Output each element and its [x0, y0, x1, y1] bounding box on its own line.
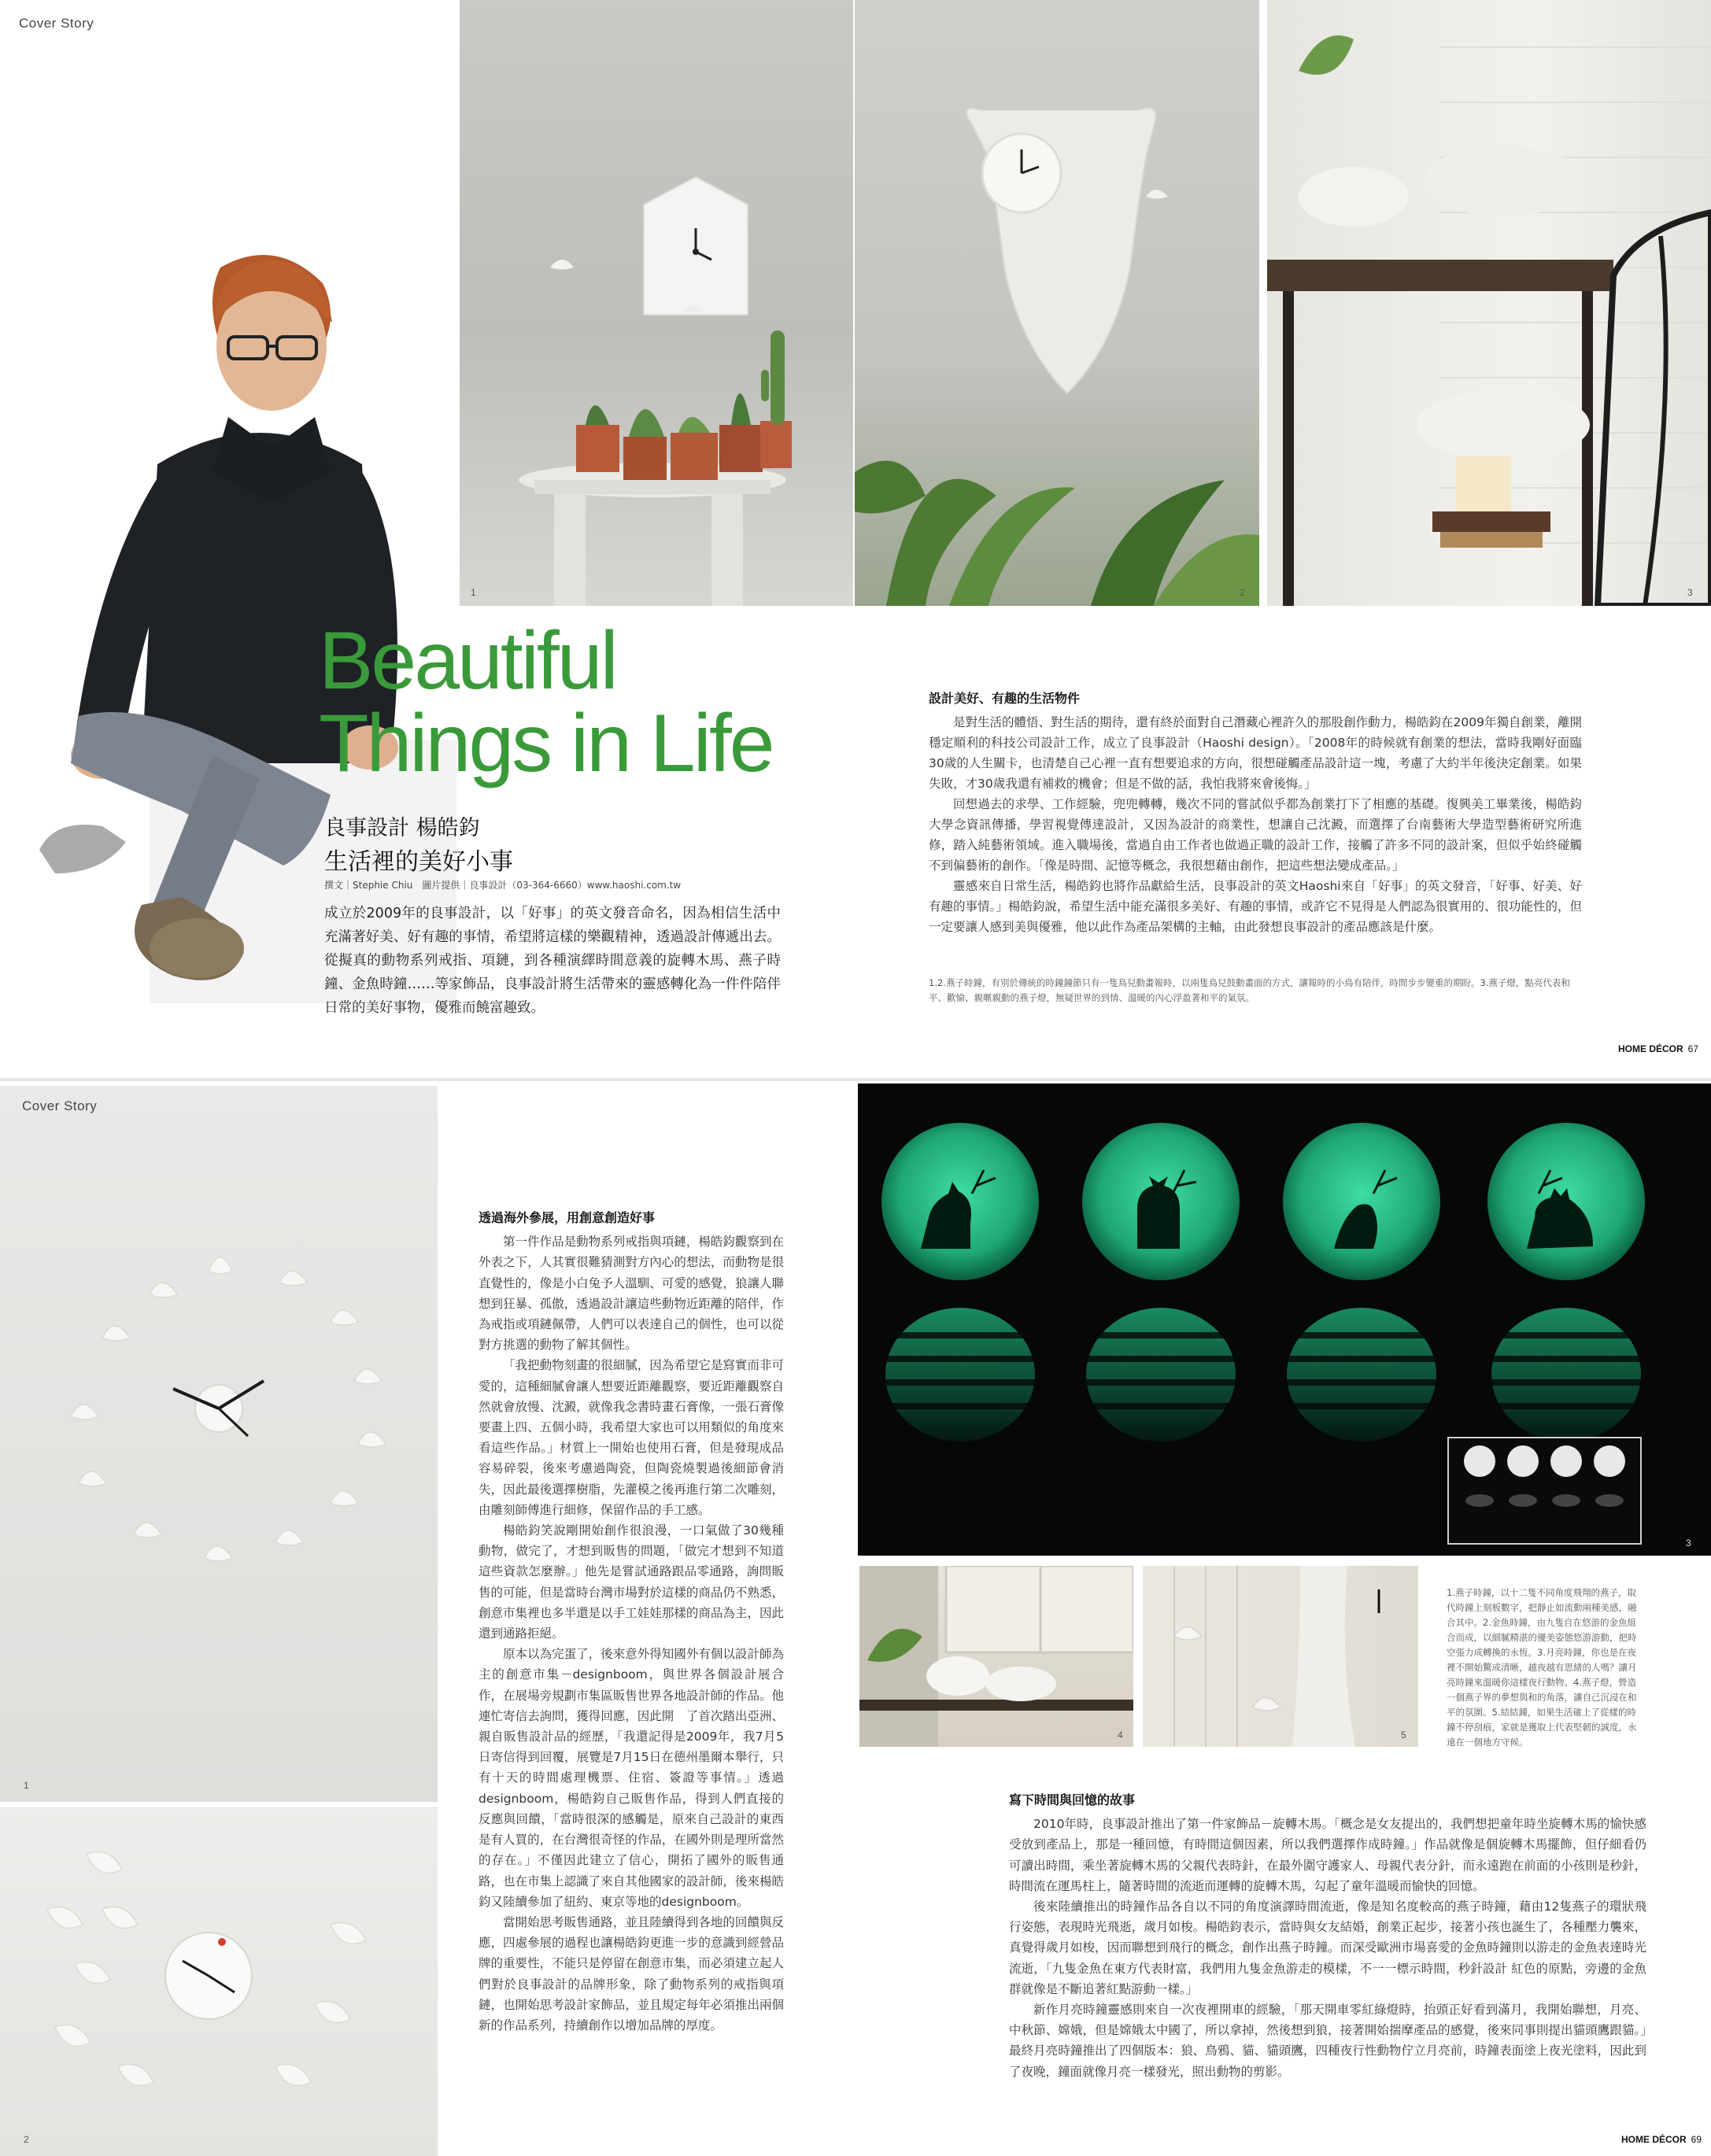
article-paragraph: 2010年時，良事設計推出了第一件家飾品－旋轉木馬。「概念是女友提出的，我們想把童年時坐旋轉木馬的愉快感受放到產品上，那是一種回憶，有時間這個因素，所以我們選擇作成時鐘。」作品就像是個旋轉木馬擺飾，但仔細看仍可讀出時間，乘坐著旋轉木馬的父親代表時針，在最外圍守護家人、母親代表分針，而永遠跑在前面的小孩則是秒針，時間流在運馬柱上，隨著時間的流逝而運轉的旋轉木馬，勾起了童年溫暖而愉快的回憶。 [1009, 1817, 1646, 1893]
folio-page-number: 69 [1691, 2134, 1702, 2145]
spread-divider [0, 1078, 1711, 1081]
folio-brand: HOME DÉCOR [1621, 2134, 1687, 2145]
photo-number: 1 [24, 1780, 29, 1791]
article-paragraph: 靈感來自日常生活，楊皓鈞也將作品獻給生活，良事設計的英文Haoshi來自「好事」的英文發音，「好事、好美、好有趣的事情。」楊皓鈞說，希望生活中能充滿很多美好、有趣的事情，或許它不見得是人們認為很實用的、很功能性的，但一定要讓人感到美與優雅，他以此作為產品架構的主軸，由此發想良事設計的產品應該是什麼。 [929, 879, 1582, 934]
photo-trunk-clock-detail [1143, 1566, 1418, 1747]
article-paragraph: 原本以為完蛋了，後來意外得知國外有個以設計師為主的創意市集－designboom，與世界各個設計展合作，在展場旁規劃市集區販售世界各地設計師的作品。他連忙寄信去詢問，獲得回應，因此開 了首次踏出亞洲、親自販售設計品的經歷，「我還記得是2009年，我7月5日寄信得到回覆，展覽是7月15日在德州墨爾本舉行，只有十天的時間處理機票、住宿、簽證等事情。」透過designboom，楊皓鈞自己販售作品，得到人們直接的反應與回饋，「當時很深的感觸是，原來自己設計的東西是有人買的，在台灣很奇怪的作品，在國外則是理所當然的存在。」不僅因此建立了信心，開拓了國外的販售通路，也在市集上認識了來自其他國家的設計師，後來楊皓鈞又陸續參加了紐約、東京等地的designboom。 [479, 1647, 784, 1909]
photo-number: 3 [1687, 587, 1693, 598]
column-2-heading: 寫下時間與回憶的故事 [1009, 1792, 1136, 1807]
article-paragraph: 「我把動物刻畫的很細膩，因為希望它是寫實而非可愛的，這種細膩會讓人想要近距離觀察，要近距離觀察自然就會放慢、沈澱，就像我念書時畫石膏像，一張石膏像要畫上四、五個小時，我希望大家也可以用類似的角度來看這些作品。」材質上一開始也使用石膏，但是發現成品容易碎裂，後來考慮過陶瓷，但陶瓷燒製過後細節會消失，因此最後選擇樹脂，先灌模之後再進行第二次雕刻，由雕刻師傅進行細修，保留作品的手工感。 [479, 1358, 784, 1517]
article-paragraph: 後來陸續推出的時鐘作品各自以不同的角度演譯時間流逝，像是知名度較高的燕子時鐘，藉由12隻燕子的環狀飛行姿態，表現時光飛逝，歲月如梭。楊皓鈞表示，當時與女友結婚，創業正起步，接著小孩也誕生了，各種壓力襲來，真覺得歲月如梭，因而聯想到飛行的概念，創作出燕子時鐘。而深受歐洲市場喜愛的金魚時鐘則以游走的金魚表達時光流逝，「九隻金魚在東方代表財富，我們用九隻金魚游走的模樣，不一一標示時間，秒針設計 紅色的原點，旁邊的金魚群就像是不斷追著紅點游動一樣。」 [1009, 1899, 1646, 1996]
article-paragraph: 當開始思考販售通路，並且陸續得到各地的回饋與反應，四處參展的過程也讓楊皓鈞更進一步的意識到經營品牌的重要性，不能只是停留在創意市集，而必須建立起人們對於良事設計的品牌形象，除了動物系列的戒指與項鏈，也開始思考設計家飾品，並且規定每年必須推出兩個新的作品系列，持續創作以增加品牌的厚度。 [479, 1914, 784, 2032]
photo-bird-lamps [1267, 0, 1711, 606]
title-line-2: Things in Life [319, 698, 773, 789]
article-paragraph: 楊皓鈞笑說剛開始創作很浪漫，一口氣做了30幾種動物，做完了，才想到販售的問題，「做完才想到不知道這些資款怎麼辦。」他先是嘗試通路跟品零通路，詢問販售的可能，但是當時台灣市場對於這樣的商品仍不熟悉，創意市集裡也多半還是以手工娃娃那樣的商品為主，因此還到通路拒絕。 [479, 1523, 784, 1641]
subtitle-designer: 良事設計 楊皓鈞 [324, 816, 480, 840]
folio-page-number: 67 [1687, 1043, 1699, 1054]
section-label: Cover Story [22, 1098, 98, 1113]
photo-tree-trunk-clock [855, 0, 1259, 606]
title-line-1: Beautiful [319, 615, 616, 707]
photo-goldfish-clock [0, 1807, 438, 2156]
side-caption: 1.燕子時鐘，以十二隻不同角度飛翔的燕子，取代時鐘上刻板數字，把靜止如流動兩種美感，融合其中。2.金魚時鐘，由九隻自在悠游的金魚組合而成，以細膩精湛的優美姿態悠游游動，把時空張力成轉換的永恆。3.月亮時鐘，你也是在夜裡不開始驚或清晰，越夜越有思緒的人嗎？讓月亮時鐘來溫暖你這樣夜行動物。4.燕子燈，營造一個燕子界的夢想與和的角落，讓自己沉浸在和平的氛圍。5.結結鐘，如果生活確上了從樣的時鐘不停刮痕，家就是獲取上代表堅韌的誠度，永遠在一個地方守候。 [1447, 1587, 1637, 1748]
photo-number: 3 [1686, 1538, 1691, 1549]
folio [1621, 2134, 1702, 2145]
photo-cuckoo-clock-cacti [460, 0, 853, 606]
article-column [929, 689, 1582, 937]
photo-number: 2 [24, 2134, 29, 2145]
article-paragraph: 新作月亮時鐘靈感則來自一次夜裡開車的經驗，「那天開車零紅綠燈時，抬頭正好看到滿月，我開始聯想，月亮、中秋節、嫦娥，但是嫦娥太中國了，所以拿掉，然後想到狼，接著開始揣摩產品的感覺，後來同事則提出貓頭鷹跟貓。」最終月亮時鐘推出了四個版本：狼、鳥鴉、貓、貓頭鷹，四種夜行性動物佇立月亮前，時鐘表面塗上夜光塗料，因此到了夜晚，鐘面就像月亮一樣發光，照出動物的剪影。 [1009, 2003, 1646, 2079]
credit-line: 撰文｜Stephie Chiu 圖片提供｜良事設計（03-364-6660）www.haoshi.com.tw [324, 880, 682, 891]
photo-caption: 1.2.燕子時鐘，有別於傳統的時鐘鐘節只有一隻鳥兒動畫報時，以兩隻鳥兒鼓動畫面的方式，讓報時的小鳥有陪伴，時間步步變重的期盼。3.燕子燈，點亮代表和平、歡愉、親暱親動的燕子燈，無疑世界的到情、溫暖的內心浮盈著和平的氣氛。 [929, 977, 1570, 1003]
photo-number: 4 [1118, 1730, 1123, 1741]
photo-bird-lamp-shelf [859, 1566, 1133, 1747]
intro-paragraph: 成立於2009年的良事設計，以「好事」的英文發音命名，因為相信生活中充滿著好美、好有趣的事情，希望將這樣的樂觀精神，透過設計傳遞出去。從擬真的動物系列戒指、項鏈，到各種演繹時間意義的旋轉木馬、燕子時鐘、金魚時鐘……等家飾品，良事設計將生活帶來的靈感轉化為一件件陪伴日常的美好事物，優雅而饒富趣致。 [324, 906, 781, 1016]
photo-number: 5 [1401, 1730, 1406, 1741]
photo-moon-clocks [858, 1084, 1711, 1556]
article-heading: 設計美好、有趣的生活物件 [929, 691, 1081, 706]
article-paragraph: 第一件作品是動物系列戒指與項鏈，楊皓鈞觀察到在外表之下，人其實很難猜測對方內心的想法，而動物是很直覺性的，像是小白兔予人溫馴、可愛的感覺，狼讓人聯想到狂暴、孤傲，透過設計讓這些動物近距離的陪伴，作為戒指或項鏈佩帶，人們可以表達自己的個性，也可以從對方挑選的動物了解其個性。 [479, 1235, 784, 1353]
folio [1618, 1043, 1698, 1054]
folio-brand: HOME DÉCOR [1618, 1043, 1683, 1054]
article-paragraph: 回想過去的求學、工作經驗，兜兜轉轉，幾次不同的嘗試似乎都為創業打下了相應的基礎。復興美工畢業後，楊皓鈞大學念資訊傳播，學習視覺傳達設計，又因為設計的商業性，想讓自己沈澱，而選擇了台南藝術大學造型藝術研究所進修，踏入純藝術領域。進入職場後，當過自由工作者也做過正職的設計工作，接觸了許多不同的設計案，但似乎始終碰觸不到偏藝術的創作。「像是時間、記憶等概念，我很想藉由創作，把這些想法變成產品。」 [929, 797, 1582, 873]
photo-number: 1 [471, 587, 476, 598]
article-column-1 [479, 1208, 784, 2036]
photo-number: 2 [1240, 587, 1245, 598]
subtitle-headline: 生活裡的美好小事 [324, 848, 513, 876]
article-column-2 [1009, 1790, 1646, 2082]
article-paragraph: 是對生活的體悟、對生活的期待，還有終於面對自己潛藏心裡許久的那股創作動力，楊皓鈞在2009年獨自創業，離開穩定順利的科技公司設計工作，成立了良事設計（Haoshi design）。「2008年的時候就有創業的想法，當時我剛好面臨30歲的人生關卡，也清楚自己心裡一直有想要追求的方向，很想碰觸產品設計這一塊，考慮了大約半年後決定創業。如果失敗，才30歲我還有補救的機會；但是不做的話，我怕我將來會後悔。」 [929, 715, 1582, 791]
section-label: Cover Story [19, 16, 94, 31]
photo-swallow-clock [0, 1086, 438, 1802]
column-1-heading: 透過海外參展，用創意創造好事 [479, 1210, 656, 1225]
